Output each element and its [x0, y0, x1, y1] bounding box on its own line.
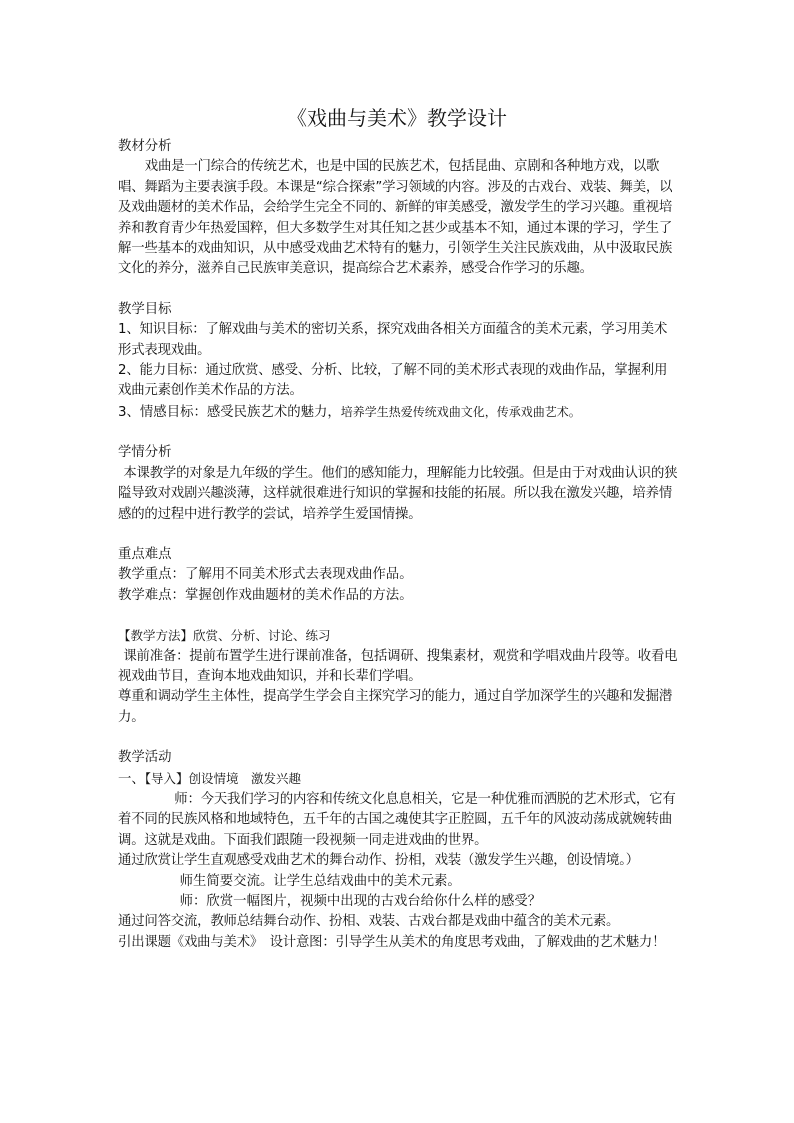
step1-heading [118, 769, 678, 790]
step1-label: 【导入】创设情境 激发兴趣 [144, 770, 302, 786]
teaching-method-label: 【教学方法】欣赏、分析、讨论、练习 [118, 628, 331, 644]
document-title: 《戏曲与美术》教学设计 [287, 106, 507, 130]
emotion-objective-b: 培养学生热爱传统戏曲文化，传承戏曲艺术。 [340, 404, 581, 419]
difficulty-point: 教学难点：掌握创作戏曲题材的美术作品的方法。 [118, 587, 413, 603]
ability-objective: 2、能力目标：通过欣赏、感受、分析、比较，了解不同的美术形式表现的戏曲作品，掌握利用戏曲元素创作美术作品的方法。 [118, 363, 668, 399]
class-preparation: 课前准备：提前布置学生进行课前准备，包括调研、搜集素材，观赏和学唱戏曲片段等。收看电视戏曲节目，查询本地戏曲知识，并和长辈们学唱。 [118, 648, 678, 684]
textbook-analysis-body: 戏曲是一门综合的传统艺术，也是中国的民族艺术，包括昆曲、京剧和各种地方戏，以歌唱、舞蹈为主要表演手段。本课是“综合探索”学习领域的内容。涉及的古戏台、戏装、舞美，以及戏曲题材的美术作品，会给学生完全不同的、新鲜的审美感受，激发学生的学习兴趣。重视培养和教育青少年热爱国粹，但大多数学生对其任知之甚少或基本不知，通过本课的学习，学生了解一些基本的戏曲知识，从中感受戏曲艺术特有的魅力，引领学生关注民族戏曲，从中汲取民族文化的养分，滋养自己民族审美意识，提高综合艺术素养，感受合作学习的乐趣。 [118, 159, 673, 277]
student-subjectivity: 尊重和调动学生主体性，提高学生学会自主探究学习的能力，通过自学加深学生的兴趣和发掘潜力。 [118, 689, 673, 725]
learner-analysis-heading: 学情分析 [118, 445, 172, 461]
knowledge-objective: 1、知识目标：了解戏曲与美术的密切关系，探究戏曲各相关方面蕴含的美术元素，学习用美术形式表现戏曲。 [118, 322, 668, 358]
learner-analysis-body: 本课教学的对象是九年级的学生。他们的感知能力，理解能力比较强。但是由于对戏曲认识的狭隘导致对戏剧兴趣淡薄，这样就很难进行知识的掌握和技能的拓展。所以我在激发兴趣，培养情感的的过程中进行教学的尝试，培养学生爱国情操。 [118, 465, 678, 522]
key-point: 教学重点：了解用不同美术形式去表现戏曲作品。 [118, 567, 413, 583]
step1-prefix: 一、 [118, 771, 145, 787]
activity-appreciation: 通过欣赏让学生直观感受戏曲艺术的舞台动作、扮相，戏装（激发学生兴趣，创设情境。） [118, 853, 639, 869]
activity-topic: 引出课题《戏曲与美术》 设计意图：引导学生从美术的角度思考戏曲，了解戏曲的艺术魅力！ [118, 934, 666, 950]
activity-exchange: 师生简要交流。让学生总结戏曲中的美术元素。 [179, 873, 461, 889]
activities-heading: 教学活动 [118, 750, 172, 766]
activity-teacher-intro: 师：今天我们学习的内容和传统文化息息相关，它是一种优雅而洒脱的艺术形式，它有着不同的民族风格和地域特色，五千年的古国之魂使其字正腔圆，五千年的风波动荡成就婉转曲调。这就是戏曲。下面我们跟随一段视频一同走进戏曲的世界。 [118, 791, 676, 848]
activity-summary: 通过问答交流，教师总结舞台动作、扮相、戏装、古戏台都是戏曲中蕴含的美术元素。 [118, 914, 620, 930]
textbook-analysis-heading: 教材分析 [118, 139, 172, 154]
emotion-objective [118, 402, 678, 423]
document-body [118, 137, 678, 953]
key-points-heading: 重点难点 [118, 546, 172, 562]
objectives-heading: 教学目标 [118, 301, 172, 317]
activity-picture: 师：欣赏一幅图片，视频中出现的古戏台给你什么样的感受？ [179, 894, 542, 909]
emotion-objective-a: 3、情感目标：感受民族艺术的魅力， [118, 404, 341, 420]
